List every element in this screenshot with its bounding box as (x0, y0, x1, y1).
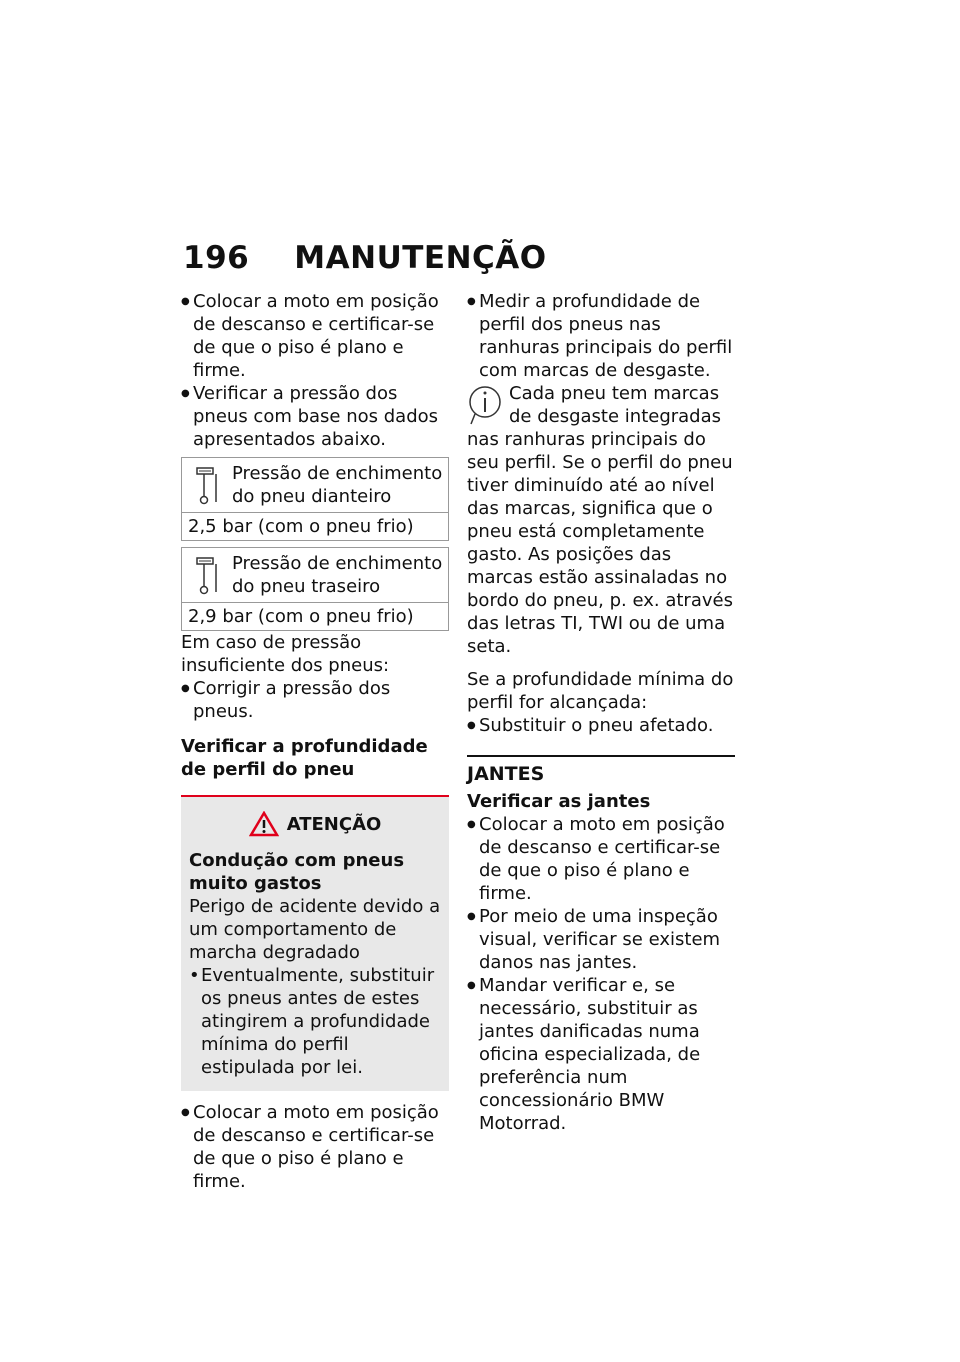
list-item: ● Medir a profundidade de perfil dos pneus nas ranhuras principais do perfil com marcas de desgaste. (467, 290, 735, 382)
info-note (467, 382, 735, 658)
list-item: ● Por meio de uma inspeção visual, verificar se existem danos nas jantes. (467, 905, 735, 974)
paragraph: Se a profundidade mínima do perfil for alcançada: (467, 669, 734, 713)
list-item: ● Colocar a moto em posição de descanso e certificar-se de que o piso é plano e firme. (467, 813, 735, 905)
spec-value: 2,5 bar (com o pneu frio) (182, 512, 448, 540)
spec-label: Pressão de enchimento do pneu dianteiro (232, 463, 443, 507)
section-title-jantes: JANTES (467, 755, 735, 786)
info-icon (467, 384, 503, 426)
warning-bullet: • Eventualmente, substituir os pneus antes de estes atingirem a profundidade mínima do perfil estipulada por lei. (189, 964, 441, 1079)
section-heading: Verificar a profundidade de perfil do pneu (181, 736, 428, 780)
warning-triangle-icon (249, 811, 279, 837)
spec-front-pressure (181, 457, 449, 541)
spec-value: 2,9 bar (com o pneu frio) (182, 602, 448, 630)
list-item: ● Verificar a pressão dos pneus com base nos dados apresentados abaixo. (181, 382, 449, 451)
list-item: ● Substituir o pneu afetado. (467, 714, 735, 737)
info-text: Cada pneu tem marcas de desgaste integradas nas ranhuras principais do seu perfil. Se o perfil do pneu tiver diminuído até ao nível das marcas, significa que o pneu está completamente gasto. As posições das marcas estão assinaladas no bordo do pneu, p. ex. através das letras TI, TWI ou de uma seta. (467, 383, 733, 657)
spec-label: Pressão de enchimento do pneu traseiro (232, 553, 443, 597)
tire-pressure-icon (196, 556, 220, 596)
list-item: ● Colocar a moto em posição de descanso e certificar-se de que o piso é plano e firme. (181, 1101, 449, 1193)
list-item: ● Mandar verificar e, se necessário, substituir as jantes danificadas numa oficina especializada, de preferência num concessionário BMW Motorrad. (467, 974, 735, 1135)
right-column (467, 290, 735, 1135)
chapter-title: MANUTENÇÃO (294, 240, 547, 276)
warning-subtitle: Condução com pneus muito gastos (189, 850, 405, 894)
warning-title: ATENÇÃO (286, 813, 382, 835)
page-number: 196 (183, 240, 250, 276)
paragraph: Em caso de pressão insuficiente dos pneus: (181, 632, 390, 676)
spec-rear-pressure (181, 547, 449, 631)
warning-box (181, 795, 449, 1091)
section-heading: Verificar as jantes (467, 791, 651, 812)
page-header (183, 240, 547, 276)
list-item: ● Corrigir a pressão dos pneus. (181, 677, 449, 723)
list-item: ● Colocar a moto em posição de descanso e certificar-se de que o piso é plano e firme. (181, 290, 449, 382)
left-column (181, 290, 449, 1193)
warning-text: Perigo de acidente devido a um comportamento de marcha degradado (189, 896, 441, 963)
tire-pressure-icon (196, 466, 220, 506)
